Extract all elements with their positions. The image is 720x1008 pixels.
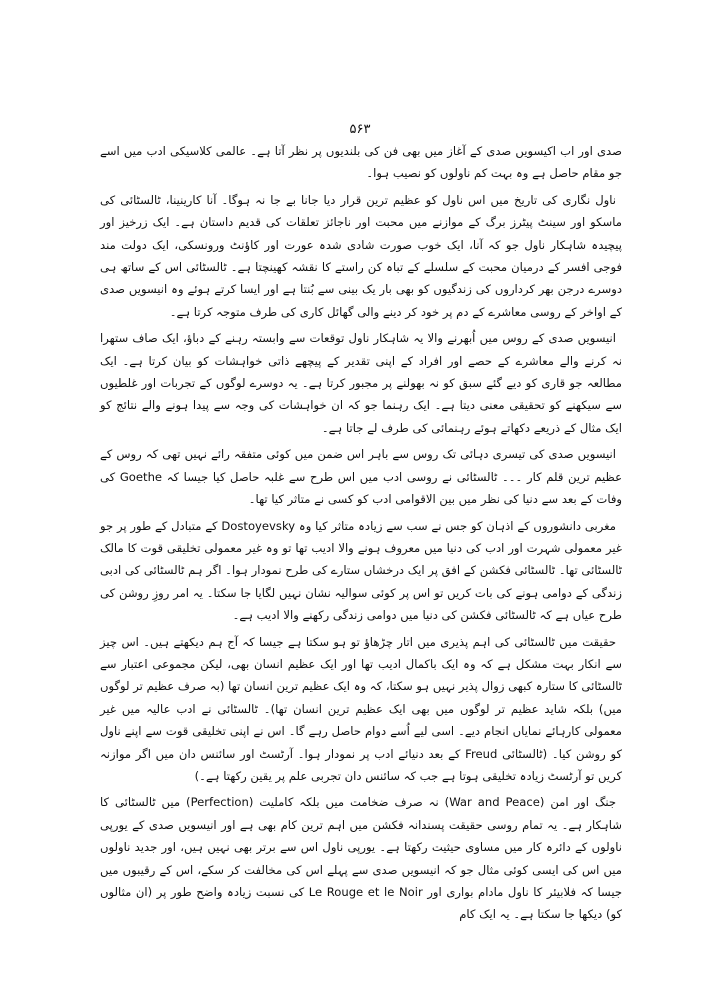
paragraph: انیسویں صدی کے روس میں اُبھرنے والا یہ شاہکار ناول توقعات سے وابستہ رہنے کے دباؤ، ایک صاف ستھرا نہ کرنے والے معاشرے کے حصے اور افراد کے اپنی تقدیر کے پیچھے ذاتی خواہشات کو بیان کرتا ہے۔ ایک مطالعہ جو قاری کو دیے گئے سبق کو نہ بھولنے پر مجبور کرتا ہے۔ یہ دوسرے لوگوں کے تجربات اور غلطیوں سے سیکھنے کو تحقیقی معنی دیتا ہے۔ ایک رہنما جو کہ ان خواہشات کی وجہ سے پیدا ہونے والے نتائج کو ایک مثال کے ذریعے دکھاتے ہوئے رہنمائی کی طرف لے جاتا ہے۔	[100, 331, 622, 435]
paragraph: صدی اور اب اکیسویں صدی کے آغاز میں بھی فن کی بلندیوں پر نظر آتا ہے۔ عالمی کلاسیکی ادب میں اسے جو مقام حاصل ہے وہ بہت کم ناولوں کو نصیب ہوا۔	[100, 144, 622, 181]
paragraph: انیسویں صدی کی تیسری دہائی تک روس سے باہر اس ضمن میں کوئی متفقہ رائے نہیں تھی کہ روس کے عظیم ترین قلم کار ۔۔۔ ٹالسٹائی نے روسی ادب میں اس طرح سے غلبہ حاصل کیا جیسا کہ Goethe کی وفات کے بعد سے دنیا کی نظر میں بین الاقوامی ادب کو کسی نے متاثر کیا تھا۔	[100, 447, 622, 507]
body-text	[100, 140, 622, 930]
paragraph: ناول نگاری کی تاریخ میں اس ناول کو عظیم ترین قرار دیا جانا بے جا نہ ہوگا۔ آنا کارینینا، ٹالسٹائی کی ماسکو اور سینٹ پیٹرز برگ کے موازنے میں محبت اور ناجائز تعلقات کی قدیم داستان ہے۔ ایک زرخیز اور پیچیدہ شاہکار ناول جو کہ آنا، ایک خوب صورت شادی شدہ عورت اور کاؤنٹ ورونسکی، ایک دولت مند فوجی افسر کے درمیان محبت کے سلسلے کے تباہ کن راستے کا نقشہ کھینچتا ہے۔ ٹالسٹائی اس کے ساتھ ہی دوسرے درجن بھر کرداروں کی زندگیوں کو بھی بار یک بینی سے بُنتا ہے اور ایسا کرتے ہوئے وہ انیسویں صدی کے اواخر کے روسی معاشرے کے دم پر خود کر دینے والی گھائل کاری کی طرف متوجہ کرتا ہے۔	[100, 192, 622, 319]
paragraph: مغربی دانشوروں کے اذہان کو جس نے سب سے زیادہ متاثر کیا وہ Dostoyevsky کے متبادل کے طور پر جو غیر معمولی شہرت اور ادب کی دنیا میں معروف ہونے والا ادیب تھا تو وہ غیر معمولی تخلیقی قوت کا مالک ٹالسٹائی تھا۔ ٹالسٹائی فکشن کے افق پر ایک درخشاں ستارے کی طرح نمودار ہوا۔ اگر ہم ٹالسٹائی کی ادبی زندگی کے دوامی ہونے کی بات کریں تو اس پر کوئی سوالیہ نشان نہیں لگایا جا سکتا۔ یہ امر روزِ روشن کی طرح عیاں ہے کہ ٹالسٹائی فکشن کی دنیا میں دوامی زندگی رکھنے والا ادیب ہے۔	[100, 518, 622, 623]
paragraph: جنگ اور امن (War and Peace) نہ صرف ضخامت میں بلکہ کاملیت (Perfection) میں ٹالسٹائی کا شاہکار ہے۔ یہ تمام روسی حقیقت پسندانہ فکشن میں اہم ترین کام بھی ہے اور انیسویں صدی کے یورپی ناولوں کے دائرہ کار میں مساوی حیثیت رکھتا ہے۔ یورپی ناول اس سے برتر بھی نہیں ہیں، اور جدید ناولوں میں اس کی ایسی کوئی مثال جو کہ انیسویں صدی سے پہلے اس کی مخالفت کر سکے، اس کے رقیبوں میں جیسا کہ فلابیئر کا ناول مادام بواری اور Le Rouge et le Noir کی نسبت زیادہ واضح طور پر (ان مثالوں کو) دیکھا جا سکتا ہے۔ یہ ایک کام	[100, 795, 622, 922]
page-number: ۵۶۳	[349, 122, 371, 137]
paragraph: حقیقت میں ٹالسٹائی کی اہم پذیری میں اتار چڑھاؤ تو ہو سکتا ہے جیسا کہ آج ہم دیکھتے ہیں۔ اس چیز سے انکار بہت مشکل ہے کہ وہ ایک باکمال ادیب تھا اور ایک عظیم انسان بھی، لیکن مجموعی اعتبار سے ٹالسٹائی کا ستارہ کبھی زوال پذیر نہیں ہو سکتا، کہ وہ ایک عظیم ترین انسان تھا (بہ صرف عظیم تر لوگوں میں) بلکہ شاید عظیم تر لوگوں میں بھی ایک عظیم ترین انسان تھا)۔ ٹالسٹائی نے ادب عالیہ میں غیر معمولی کارہائے نمایاں انجام دیے۔ اسی لیے اُسے دوام حاصل رہے گا۔ اس نے اپنی تخلیقی قوت سے اپنے ناول کو روشن کیا۔ (ٹالسٹائی Freud کے بعد دنیائے ادب پر نمودار ہوا۔ آرٹسٹ اور سائنس دان میں اگر موازنہ کریں تو آرٹسٹ زیادہ تخلیقی ہوتا ہے جب کہ سائنس دان تجربی علم پر یقین رکھتا ہے۔)	[100, 634, 622, 783]
